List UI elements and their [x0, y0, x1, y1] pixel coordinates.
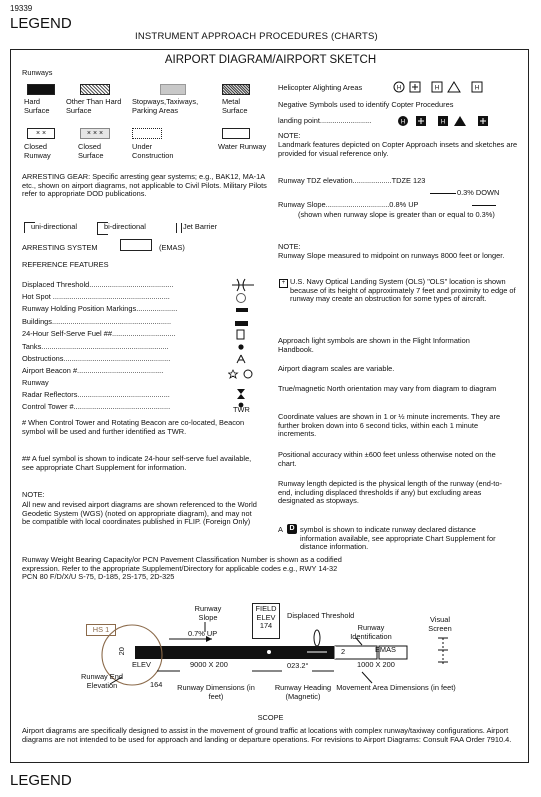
section-title: AIRPORT DIAGRAM/AIRPORT SKETCH — [164, 54, 377, 66]
tower-note: # When Control Tower and Rotating Beacon are co-located, Beacon symbol will be used and further identified as TWR. — [22, 418, 245, 436]
other-surface-symbol — [80, 84, 110, 95]
footer-legend: LEGEND — [10, 772, 72, 789]
runway-heading-value: 023.2° — [287, 661, 309, 670]
hard-surface-symbol — [27, 84, 55, 95]
under-construction-symbol — [132, 128, 162, 139]
runway-dimensions-left: 9000 X 200 — [190, 660, 228, 669]
ref-obstructions: Obstructions.................................................... — [22, 355, 171, 363]
emas-label: (EMAS) — [159, 243, 185, 252]
closed-runway-label: Closed Runway — [24, 142, 51, 160]
helicopter-note: Landmark features depicted on Copter Approach insets and sketches are provided for visual reference only. — [278, 140, 518, 158]
ref-airport-beacon: Airport Beacon #.......................................... — [22, 367, 164, 375]
jet-barrier-symbol — [176, 223, 182, 233]
slope-measure-note: NOTE: Runway Slope measured to midpoint on runways 8000 feet or longer. — [278, 242, 505, 260]
displaced-threshold-mark — [314, 630, 320, 646]
slope-note: (shown when runway slope is greater than or equal to 0.3%) — [298, 210, 495, 219]
declared-prefix: A — [278, 525, 283, 534]
reference-symbols — [228, 276, 258, 424]
diagram-slope-value: 0.7% UP — [188, 629, 218, 638]
arresting-gear-text: ARRESTING GEAR: Specific arresting gear systems; e.g., BAK12, MA-1A etc., shown on airport diagrams, not applicable to Civil Pilots. Military Pilots refer to appropriate DOD publications. — [22, 172, 267, 199]
north-note: True/magnetic North orientation may vary from diagram to diagram — [278, 384, 497, 393]
svg-text:H: H — [434, 85, 440, 92]
ref-tanks: Tanks.............................................................. — [22, 343, 169, 351]
under-construction-label: Under Construction — [132, 142, 174, 160]
scope-heading: SCOPE — [257, 713, 284, 722]
negative-symbols-label: Negative Symbols used to identify Copter Procedures — [278, 100, 454, 109]
metal-surface-symbol — [222, 84, 250, 95]
emas-symbol — [120, 239, 152, 251]
ref-buildings: Buildings.......................................................... — [22, 318, 172, 326]
obstruction-icon — [237, 355, 245, 363]
field-elev-box — [252, 603, 280, 639]
arresting-system-label: ARRESTING SYSTEM — [22, 243, 98, 252]
diagram-runway-slope-label: Runway Slope — [194, 604, 222, 622]
other-surface-label: Other Than Hard Surface — [66, 97, 122, 115]
ref-fuel: 24-Hour Self-Serve Fuel ##............................... — [22, 330, 176, 338]
ref-control-tower: Control Tower #............................................... — [22, 403, 171, 411]
svg-text:H: H — [396, 85, 402, 92]
slope-up-arrow — [472, 205, 496, 206]
svg-text:H: H — [400, 119, 406, 126]
displaced-threshold-icon — [232, 279, 254, 291]
wgs-note-heading: NOTE: — [22, 490, 45, 499]
hard-surface-label: Hard Surface — [24, 97, 50, 115]
emas-diagram-label: EMAS — [375, 645, 396, 654]
elev-value: 164 — [150, 680, 163, 689]
holding-position-icon — [236, 308, 248, 312]
approach-light-note: Approach light symbols are shown in the Flight Information Handbook. — [278, 336, 470, 354]
accuracy-note: Positional accuracy within ±600 feet unless otherwise noted on the chart. — [278, 450, 496, 468]
water-runway-symbol — [222, 128, 250, 139]
slope-down-arrow — [430, 193, 456, 194]
uni-directional-label: uni-directional — [31, 222, 78, 231]
page-title: INSTRUMENT APPROACH PROCEDURES (CHARTS) — [135, 31, 378, 42]
landing-point-label: landing point......................... — [278, 116, 372, 125]
elev-label: ELEV — [132, 660, 151, 669]
document-id: 19339 — [10, 4, 33, 13]
sample-runway — [135, 646, 335, 659]
fuel-note: ## A fuel symbol is shown to indicate 24-hour self-serve fuel available, see appropriate Chart Supplement for information. — [22, 454, 252, 472]
hot-spot-icon — [237, 294, 246, 303]
scope-text: Airport diagrams are specifically designed to assist in the movement of ground traffic at locations with complex runway/taxiway configurations. Airport diagrams are not intended to be used for approach and landing or departure operations. For revisions to Airport Diagrams: Consult FAA Order 7910.4. — [22, 726, 512, 744]
movement-area-label: Movement Area Dimensions (in feet) — [336, 683, 456, 692]
runway-end-elevation-label: Runway End Elevation — [81, 672, 123, 690]
field-elev-label: FIELD ELEV — [255, 604, 277, 622]
runway-slope: Runway Slope...............................0.8% UP — [278, 200, 419, 209]
beacon-icon — [244, 370, 252, 378]
ols-icon: + — [279, 279, 288, 288]
runways-heading: Runways — [22, 68, 53, 77]
coordinate-note: Coordinate values are shown in 1 or ½ minute increments. They are further broken down into 6 second ticks, within each 1 minute increments. — [278, 412, 501, 439]
scale-note: Airport diagram scales are variable. — [278, 364, 395, 373]
fuel-icon — [237, 330, 244, 339]
building-icon — [235, 321, 248, 326]
closed-runway-symbol: × × — [27, 128, 55, 139]
svg-text:H: H — [474, 85, 480, 92]
tdz-elevation: Runway TDZ elevation...................TDZE 123 — [278, 176, 426, 185]
negative-helicopter-icons — [396, 114, 502, 128]
declared-distance-icon: D — [287, 524, 297, 534]
runway-number-right: 2 — [341, 647, 346, 656]
ols-note: U.S. Navy Optical Landing System (OLS) "OLS" location is shown because of its height of approximately 7 feet and proximity to edge of runway may create an obstruction for some types of aircraft. — [290, 277, 516, 304]
diagram-displaced-threshold: Displaced Threshold — [287, 611, 355, 620]
closed-surface-symbol: × × × — [80, 128, 110, 139]
svg-text:H: H — [440, 119, 446, 126]
wgs-note: All new and revised airport diagrams are shown referenced to the World Geodetic System (WGS) (noted on appropriate diagram), and may not be compatible with local coordinates published in FLIP. (Foreign Only) — [22, 500, 257, 527]
legend-heading: LEGEND — [10, 15, 72, 32]
radar-reflector-icon — [237, 389, 245, 399]
weight-bearing-note: Runway Weight Bearing Capacity/or PCN Pavement Classification Number is shown as a codified expression. Refer to the appropriate Supplement/Directory for applicable codes e.g., RWY 14-32 PCN 80 F/D/X/U S-75, D-185, 2S-175, 2D-325 — [22, 555, 342, 582]
diagram-visual-screen: Visual Screen — [428, 615, 452, 633]
helicopter-area-icons — [392, 80, 500, 94]
jet-barrier-label: Jet Barrier — [183, 222, 218, 231]
field-elev-value: 174 — [259, 621, 273, 631]
bi-directional-label: bi-directional — [104, 222, 146, 231]
ref-displaced-threshold: Displaced Threshold......................................... — [22, 281, 174, 289]
slope-down-label: 0.3% DOWN — [457, 188, 500, 197]
ref-holding-position: Runway Holding Position Markings.................... — [22, 305, 178, 313]
runway-heading-label: Runway Heading (Magnetic) — [274, 683, 332, 701]
metal-surface-label: Metal Surface — [222, 97, 248, 115]
tank-icon — [238, 344, 243, 349]
declared-distance-note: symbol is shown to indicate runway declared distance information available, see appropriate Chart Supplement for distance information. — [300, 525, 496, 552]
reference-heading: REFERENCE FEATURES — [22, 260, 109, 269]
runway-dimensions-right: 1000 X 200 — [357, 660, 395, 669]
diagram-runway-ident: Runway Identification — [350, 623, 392, 641]
closed-surface-label: Closed Surface — [78, 142, 104, 160]
stopways-label: Stopways,Taxiways, Parking Areas — [132, 97, 199, 115]
stopway-symbol — [160, 84, 186, 95]
helicopter-note-heading: NOTE: — [278, 131, 301, 140]
runway-length-note: Runway length depicted is the physical length of the runway (end-to-end, including displaced thresholds if any) but excluding areas designated as stopways. — [278, 479, 502, 506]
beacon-star-icon — [229, 370, 238, 378]
twr-label: TWR — [233, 405, 250, 414]
runway-dimensions-label: Runway Dimensions (in feet) — [177, 683, 255, 701]
ref-runway: Runway — [22, 378, 49, 387]
helicopter-alighting-label: Helicopter Alighting Areas — [278, 83, 363, 92]
runway-number-left: 20 — [116, 647, 126, 656]
ref-hot-spot: Hot Spot ......................................................... — [22, 293, 170, 301]
ref-radar-reflectors: Radar Reflectors............................................. — [22, 391, 170, 399]
hs1-label: HS 1 — [86, 624, 116, 636]
water-runway-label: Water Runway — [218, 142, 267, 151]
